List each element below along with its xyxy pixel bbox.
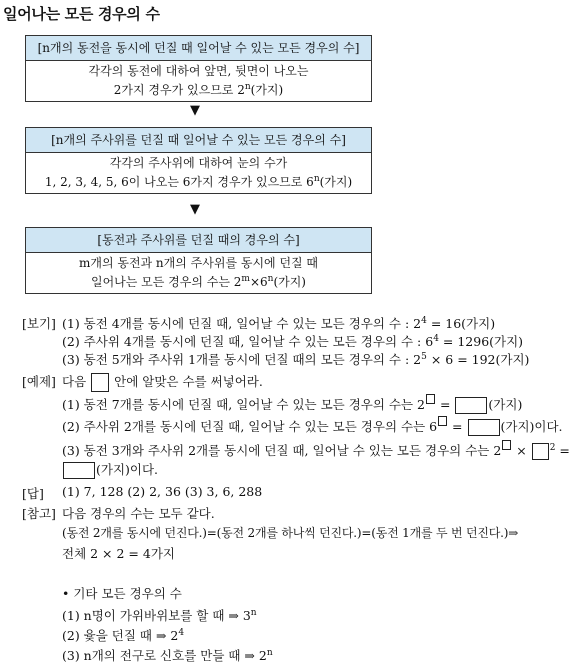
chamgo-tag: [참고] [22,506,56,521]
exponent-blank[interactable] [502,440,511,450]
other-item [62,626,184,644]
coin-dice-box-unit: (가지) [273,275,306,289]
dice-box-line2 [26,173,371,192]
other-item-exponent: n [250,607,257,618]
coin-box [25,35,372,102]
coin-box-line1: 각각의 동전에 대하여 앞면, 뒷면이 나오는 [88,64,309,78]
yeje-tag: [예제] [22,374,56,389]
exponent-blank[interactable] [438,416,447,426]
coin-box-line2-text: 2가지 경우가 있으므로 2 [113,83,245,97]
coin-box-exponent: n [244,82,251,92]
other-item-text: (1) n명이 가위바위보를 할 때 ⇒ 3 [62,608,251,623]
yeje-intro-text: 다음 [62,374,87,389]
page-title: 일어나는 모든 경우의 수 [3,5,160,23]
other-item-text: (2) 윷을 던질 때 ⇒ 2 [62,628,179,643]
yeje-question-1: (1) 동전 7개를 동시에 던질 때, 일어날 수 있는 모든 경우의 수는 2 = (가지) [62,394,522,414]
chamgo-line1: 다음 경우의 수는 모두 같다. [62,506,215,521]
bogi-item-exponent: 5 [421,351,427,362]
bogi-item [62,314,495,332]
coin-dice-box-line2-text: 일어나는 모든 경우의 수는 2 [90,275,242,289]
answer-blank[interactable] [468,419,500,436]
question-text: (1) 동전 7개를 동시에 던질 때, 일어날 수 있는 모든 경우의 수는 2 [62,397,425,413]
chamgo-line3: 전체 2 × 2 = 4가지 [62,546,175,561]
bogi-tag: [보기] [22,316,56,331]
coin-dice-box-times: ×6 [249,275,268,289]
bogi-item-text: (3) 동전 5개와 주사위 1개를 동시에 던질 때의 모든 경우의 수 : 2 [62,352,422,367]
coin-box-body [26,61,371,101]
dice-box-exponent: n [313,174,320,184]
dap-text: (1) 7, 128 (2) 2, 36 (3) 3, 6, 288 [62,484,263,499]
chamgo-line2: (동전 2개를 동시에 던진다.)=(동전 2개를 하나씩 던진다.)=(동전 1개를 두 번 던진다.)⇒ [62,526,519,540]
other-item [62,646,273,664]
answer-blank[interactable] [63,462,95,479]
coin-dice-box [25,227,372,294]
question-unit: (가지)이다. [500,419,563,435]
coin-dice-box-line1: m개의 동전과 n개의 주사위를 동시에 던질 때 [78,256,319,270]
coin-dice-box-body [26,253,371,293]
dice-box-unit: (가지) [319,175,353,189]
question-unit: (가지)이다. [96,462,159,477]
coin-dice-box-header: [동전과 주사위를 던질 때의 경우의 수] [26,228,371,253]
bogi-item-exponent: 4 [421,315,427,326]
bogi-item-text: (1) 동전 4개를 동시에 던질 때, 일어날 수 있는 모든 경우의 수 : 2 [62,316,422,331]
bogi-item-text: (2) 주사위 4개를 동시에 던질 때, 일어날 수 있는 모든 경우의 수 : 6 [62,334,434,349]
exponent-blank[interactable] [426,394,435,404]
coin-box-line2 [26,81,371,100]
question-unit: (가지) [488,397,523,413]
coin-dice-box-exponent-n: n [267,274,274,284]
bogi-item-result: = 16(가지) [426,316,496,331]
down-arrow-icon: ▼ [190,202,200,217]
dice-box-line2-text: 1, 2, 3, 4, 5, 6이 나오는 6가지 경우가 있으므로 6 [44,175,314,189]
example-blank-box [91,373,109,392]
other-heading: • 기타 모든 경우의 수 [62,586,182,601]
base-blank[interactable] [532,443,549,460]
dice-box [25,127,372,194]
dice-box-header: [n개의 주사위를 던질 때 일어날 수 있는 모든 경우의 수] [26,128,371,153]
yeje-intro-text: 안에 알맞은 수를 써넣어라. [114,374,263,389]
other-item-exponent: 4 [178,627,185,638]
coin-dice-box-exponent-m: m [241,274,250,284]
question-text: (2) 주사위 2개를 동시에 던질 때, 일어날 수 있는 모든 경우의 수는 6 [62,419,438,435]
answer-blank[interactable] [455,397,487,414]
dap-tag: [답] [22,486,44,501]
yeje-question-3-cont [62,460,158,479]
coin-dice-box-line2 [26,273,371,292]
bogi-item-exponent: 4 [433,333,439,344]
yeje-question-2: (2) 주사위 2개를 동시에 던질 때, 일어날 수 있는 모든 경우의 수는 6 = (가지)이다. [62,416,563,436]
bogi-item [62,332,523,350]
times-sign: × [512,443,531,459]
bogi-item [62,350,529,368]
equals-sign: = [555,443,570,459]
other-item [62,606,257,624]
coin-box-unit: (가지) [250,83,284,97]
bogi-item-result: = 1296(가지) [438,334,524,349]
yeje-intro [62,372,263,392]
question-text: (3) 동전 3개와 주사위 2개를 동시에 던질 때, 일어날 수 있는 모든 경우의 수는 2 [62,443,502,459]
dice-box-body [26,153,371,193]
other-item-text: (3) n개의 전구로 신호를 만들 때 ⇒ 2 [62,648,267,663]
down-arrow-icon: ▼ [190,103,200,118]
yeje-question-3 [62,440,570,460]
coin-box-header: [n개의 동전을 동시에 던질 때 일어날 수 있는 모든 경우의 수] [26,36,371,61]
dice-box-line1: 각각의 주사위에 대하여 눈의 수가 [109,156,288,170]
question-exponent: 2 [549,443,556,453]
other-item-exponent: n [266,647,273,658]
bogi-item-result: × 6 = 192(가지) [426,352,530,367]
